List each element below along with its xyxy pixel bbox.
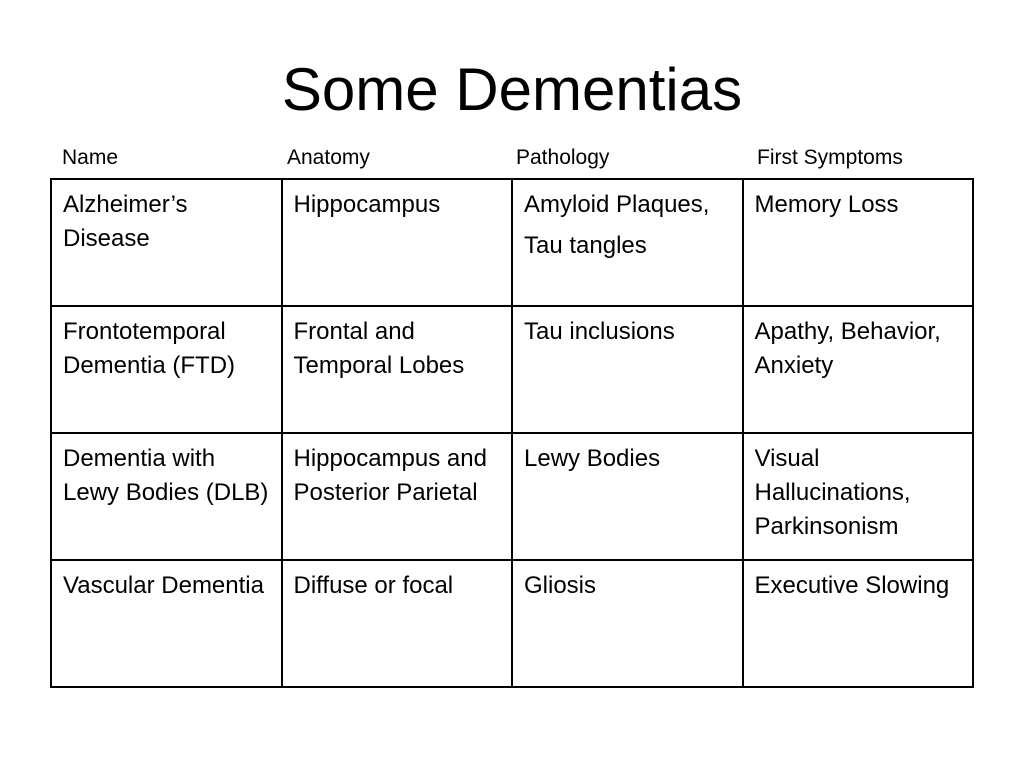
cell-anatomy: Hippocampus xyxy=(282,179,513,306)
cell-anatomy: Hippocampus and Posterior Parietal xyxy=(282,433,513,560)
dementias-table xyxy=(50,178,974,687)
column-header-first-symptoms: First Symptoms xyxy=(757,146,903,169)
table-row xyxy=(51,560,973,687)
cell-symptoms: Memory Loss xyxy=(743,179,974,306)
cell-pathology xyxy=(512,179,743,306)
cell-symptoms: Executive Slowing xyxy=(743,560,974,687)
cell-anatomy: Frontal and Temporal Lobes xyxy=(282,306,513,433)
cell-pathology xyxy=(512,433,743,560)
table-row xyxy=(51,433,973,560)
cell-symptoms: Apathy, Behavior, Anxiety xyxy=(743,306,974,433)
column-header-anatomy: Anatomy xyxy=(287,146,370,169)
cell-name: Frontotemporal Dementia (FTD) xyxy=(51,306,282,433)
table-row xyxy=(51,306,973,433)
cell-pathology-line: Gliosis xyxy=(524,572,597,599)
dementias-grid xyxy=(50,178,974,688)
cell-pathology-line: Tau inclusions xyxy=(524,318,675,345)
slide-title: Some Dementias xyxy=(281,56,743,123)
cell-symptoms: Visual Hallucinations, Parkinsonism xyxy=(743,433,974,560)
cell-name: Dementia with Lewy Bodies (DLB) xyxy=(51,433,282,560)
cell-anatomy: Diffuse or focal xyxy=(282,560,513,687)
cell-pathology-line: Lewy Bodies xyxy=(524,445,661,472)
cell-pathology xyxy=(512,560,743,687)
table-row xyxy=(51,179,973,306)
cell-pathology-line: Amyloid Plaques, xyxy=(524,191,710,218)
column-header-name: Name xyxy=(62,146,119,169)
cell-name: Vascular Dementia xyxy=(51,560,282,687)
cell-pathology xyxy=(512,306,743,433)
cell-name: Alzheimer’s Disease xyxy=(51,179,282,306)
column-header-pathology: Pathology xyxy=(516,146,610,169)
cell-pathology-line: Tau tangles xyxy=(524,232,647,259)
